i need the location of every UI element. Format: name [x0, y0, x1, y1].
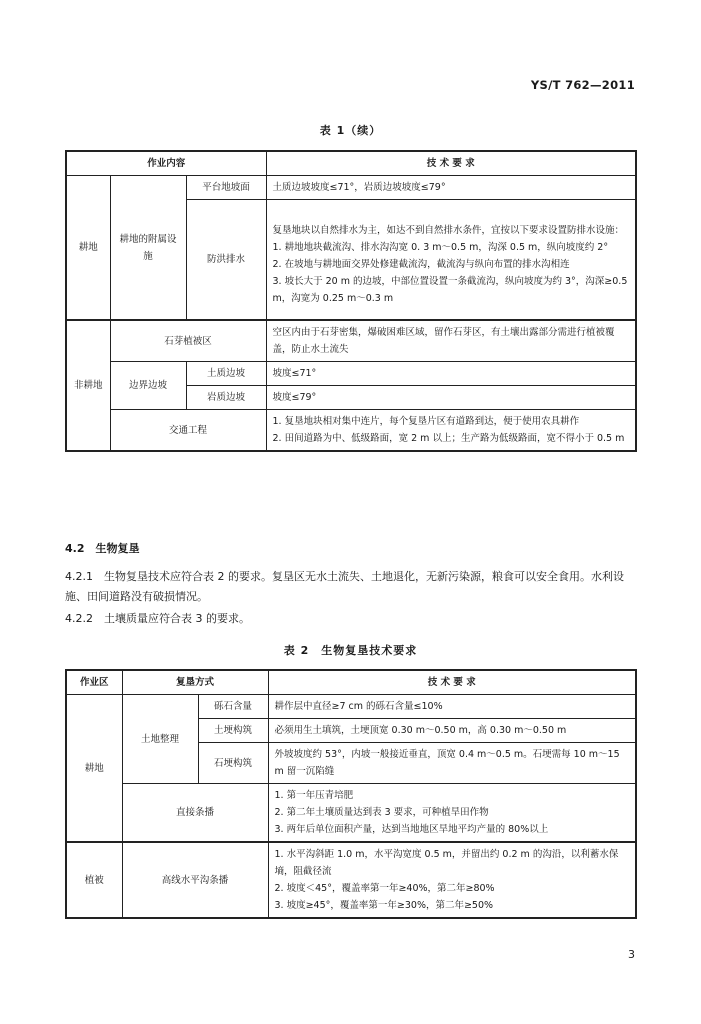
table2-vegetation-line: 1. 水平沟斜距 1.0 m，水平沟宽度 0.5 m，并留出约 0.2 m 的沟沿，以利蓄水保墒，阻截径流	[274, 849, 619, 877]
table1-flood-line: 3. 坡长大于 20 m 的边坡，中部位置设置一条截流沟，纵向坡度为约 3°，沟深≥0.5 m，沟宽为 0.25 m～0.3 m	[272, 276, 628, 304]
table1-farmland-label: 耕地	[66, 176, 110, 321]
table2-title: 表 2 生物复垦技术要求	[283, 644, 418, 657]
table1-platform-name: 平台地坡面	[186, 176, 266, 200]
table2-stone-ridge-name: 石埂构筑	[198, 743, 268, 784]
table2-direct-seeding-name: 直接条播	[122, 784, 268, 843]
table1-soil-slope-name: 土质边坡	[186, 362, 266, 386]
table1-title: 表 1（续）	[319, 124, 382, 137]
section-heading: 4.2 生物复垦	[65, 542, 140, 555]
table1-flood-line: 1. 耕地地块截流沟、排水沟沟宽 0. 3 m～0.5 m，沟深 0.5 m，纵向坡度约 2°	[272, 242, 609, 253]
table2-vegetation-method: 高线水平沟条播	[122, 842, 268, 918]
table2	[65, 669, 637, 919]
table1-soil-slope-requirement: 坡度≤71°	[266, 362, 636, 386]
page-number: 3	[628, 948, 635, 961]
table1-stone-bud-requirement: 空区内由于石芽密集，爆破困难区域，留作石芽区，有土壤出露部分需进行植被覆盖，防止水土流失	[266, 320, 636, 362]
table2-farmland-label: 耕地	[66, 695, 122, 843]
table2-soil-prep-name: 土地整理	[122, 695, 198, 784]
table2-vegetation-label: 植被	[66, 842, 122, 918]
table2-seeding-line: 2. 第二年土壤质量达到表 3 要求，可种植旱田作物	[274, 807, 489, 818]
table2-seeding-line: 3. 两年后单位面积产量，达到当地地区旱地平均产量的 80%以上	[274, 824, 549, 835]
paragraph-4-2-1: 4.2.1 生物复垦技术应符合表 2 的要求。复垦区无水土流失、土地退化，无新污染源，粮食可以安全食用。水利设施、田间道路没有破损情况。	[65, 570, 624, 603]
table1-nonfarmland-label: 非耕地	[66, 320, 110, 451]
table1-traffic-line: 2. 田间道路为中、低级路面，宽 2 m 以上；生产路为低级路面，宽不得小于 0.5 m	[272, 433, 625, 444]
table1-rock-slope-requirement: 坡度≤79°	[266, 386, 636, 410]
table2-earth-ridge-requirement: 必须用生土填筑，土埂顶宽 0.30 m～0.50 m，高 0.30 m～0.50 m	[268, 719, 636, 743]
table1-farmland-sub-label: 耕地的附属设施	[110, 176, 186, 321]
table2-seeding-line: 1. 第一年压青培肥	[274, 790, 354, 801]
table1-flood-line: 复垦地块以自然排水为主，如达不到自然排水条件，宜按以下要求设置防排水设施：	[272, 225, 625, 236]
table2-gravel-requirement: 耕作层中直径≥7 cm 的砾石含量≤10%	[268, 695, 636, 719]
table1	[65, 150, 637, 452]
table2-earth-ridge-name: 土埂构筑	[198, 719, 268, 743]
table1-flood-line: 2. 在坡地与耕地面交界处修建截流沟，截流沟与纵向布置的排水沟相连	[272, 259, 570, 270]
table2-vegetation-line: 3. 坡度≥45°，覆盖率第一年≥30%，第二年≥50%	[274, 900, 494, 911]
table2-direct-seeding-requirement	[268, 784, 636, 843]
table2-header-technical-requirements: 技 术 要 求	[268, 670, 636, 695]
table1-traffic-requirement	[266, 410, 636, 452]
table1-flood-name: 防洪排水	[186, 200, 266, 321]
table2-gravel-name: 砾石含量	[198, 695, 268, 719]
paragraph-4-2-2: 4.2.2 土壤质量应符合表 3 的要求。	[65, 612, 250, 625]
table1-stone-bud-name: 石芽植被区	[110, 320, 266, 362]
table1-header-technical-requirements: 技 术 要 求	[266, 151, 636, 176]
table1-traffic-name: 交通工程	[110, 410, 266, 452]
table1-header-work-content: 作业内容	[66, 151, 266, 176]
table2-vegetation-line: 2. 坡度＜45°，覆盖率第一年≥40%，第二年≥80%	[274, 883, 495, 894]
table1-boundary-name: 边界边坡	[110, 362, 186, 410]
table1-traffic-line: 1. 复垦地块相对集中连片，每个复垦片区有道路到达，便于使用农具耕作	[272, 416, 580, 427]
table2-header-method: 复垦方式	[122, 670, 268, 695]
table1-platform-requirement: 土质边坡坡度≤71°，岩质边坡坡度≤79°	[266, 176, 636, 200]
table2-vegetation-requirement	[268, 842, 636, 918]
table2-stone-ridge-requirement: 外坡坡度约 53°，内坡一般接近垂直，顶宽 0.4 m～0.5 m。石埂需每 10 m～15 m 留一沉陷缝	[268, 743, 636, 784]
standard-number: YS/T 762—2011	[530, 78, 635, 92]
table1-rock-slope-name: 岩质边坡	[186, 386, 266, 410]
table2-header-zone: 作业区	[66, 670, 122, 695]
table1-flood-requirement	[266, 200, 636, 321]
